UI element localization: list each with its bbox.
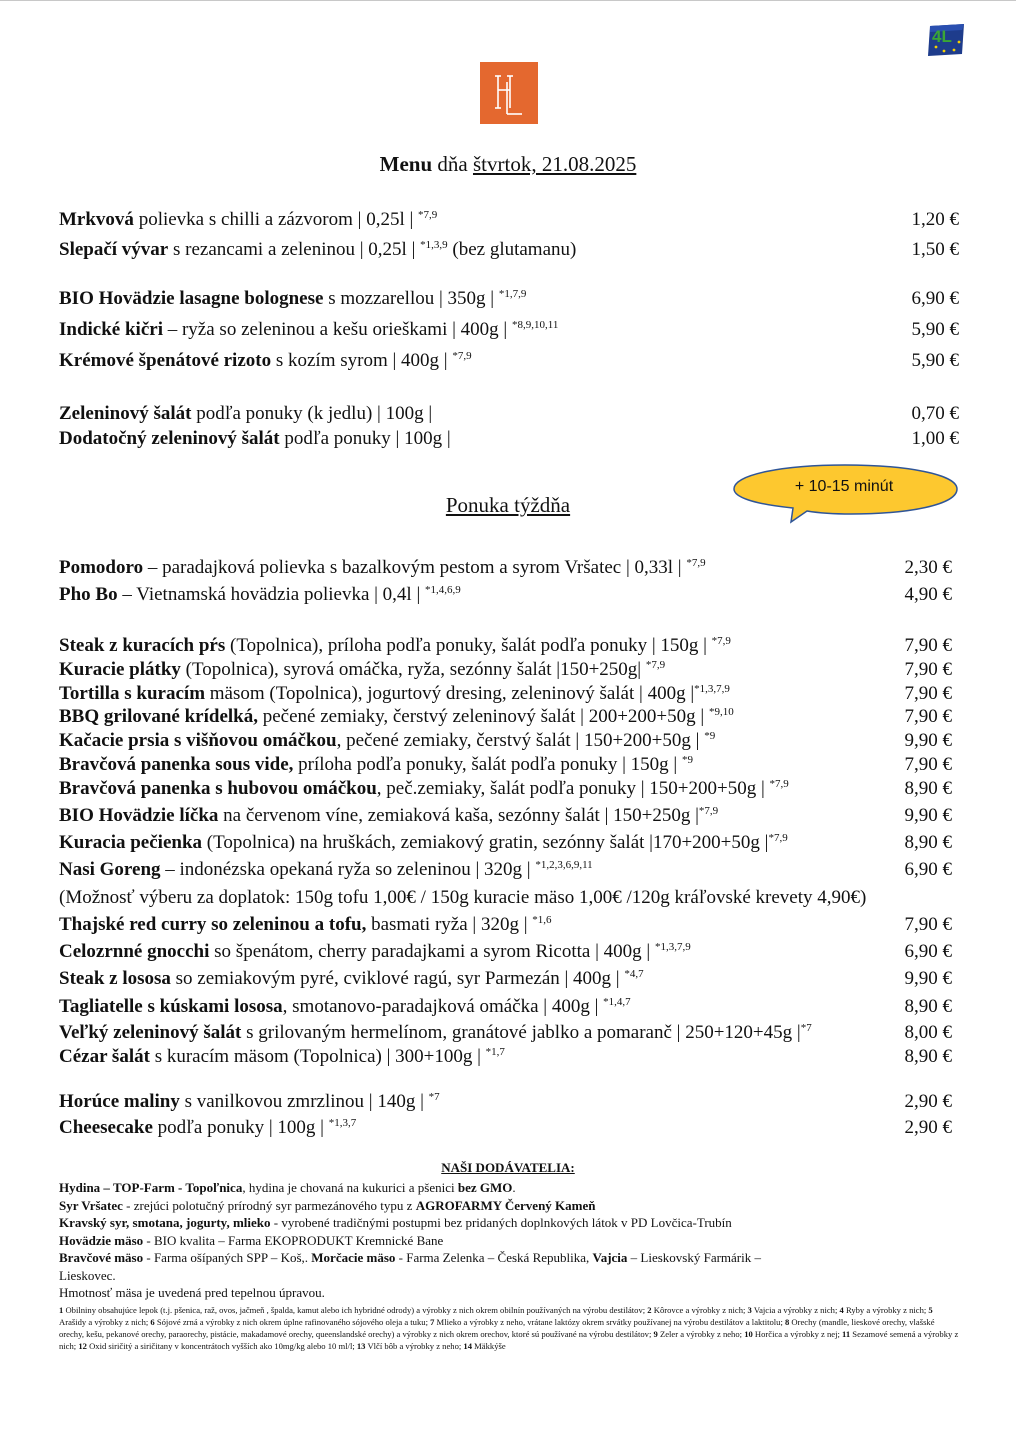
price: 9,90 € [904,730,952,751]
menu-item: Celozrnné gnocchi so špenátom, cherry paradajkami a syrom Ricotta | 400g | $^{*1,3,7,9}$ 6,90 € [59,939,952,965]
price: 1,20 € [911,209,959,230]
price: 7,90 € [904,914,952,935]
price: 8,00 € [904,1022,952,1043]
top-border-line [0,0,1016,1]
dessert-item: Horúce maliny s vanilkovou zmrzlinou | 140g | $^{*7}$ 2,90 € [59,1089,952,1115]
price: 4,90 € [904,584,952,605]
supplier-pork-turkey-eggs: Bravčové mäso - Farma ošípaných SPP – Koš,. Morčacie mäso - Farma Zelenka – Česká Republika, Vajcia – Lieskovský Farmárik – [59,1250,761,1265]
supplier-poultry: Hydina – TOP-Farm - Topoľnica, hydina je chovaná na kukurici a pšenici bez GMO. [59,1180,516,1195]
price: 8,90 € [904,996,952,1017]
supplier-dairy: Kravský syr, smotana, jogurty, mlieko - vyrobené tradičnými postupmi bez pridaných doplnkových látok v PD Lovčica-Trubín [59,1215,732,1230]
suppliers-list [59,1179,959,1302]
menu-item: Mrkvová polievka s chilli a zázvorom | 0,25l | $^{*7,9}$ 1,20 € [59,207,959,233]
price: 6,90 € [904,859,952,880]
price: 8,90 € [904,778,952,799]
badge-text: 4L [932,27,952,46]
price: 5,90 € [911,350,959,371]
price: 2,30 € [904,557,952,578]
suppliers-heading: NAŠI DODÁVATELIA: [441,1160,575,1175]
menu-item: BIO Hovädzie lasagne bolognese s mozzarellou | 350g | $^{*1,7,9}$ 6,90 € [59,286,959,312]
price: 5,90 € [911,319,959,340]
menu-item: Nasi Goreng – indonézska opekaná ryža so zeleninou | 320g | $^{*1,2,3,6,9,11}$ 6,90 € [59,857,952,883]
price: 7,90 € [904,635,952,656]
restaurant-logo [480,62,538,124]
page-title [0,152,1016,177]
price: 2,90 € [904,1117,952,1138]
menu-item: Indické kičri – ryža so zeleninou a kešu orieškami | 400g | $^{*8,9,10,11}$ 5,90 € [59,317,959,343]
price: 8,90 € [904,832,952,853]
price: 9,90 € [904,805,952,826]
menu-item: Cézar šalát s kuracím mäsom (Topolnica) | 300+100g | $^{*1,7}$ 8,90 € [59,1044,952,1070]
menu-item: Steak z lososa so zemiakovým pyré, cviklové ragú, syr Parmezán | 400g | $^{*4,7}$ 9,90 € [59,966,952,992]
allergens-footnote: 1 Obilniny obsahujúce lepok (t.j. pšenica, raž, ovos, jačmeň , špalda, kamut alebo ich hybridné odrody) a výrobky z nich okrem obilnín používaných na výrobu destilátov; 2 Kôrovce a výrobky z nich; 3 Vajcia a výrobky z nich; 4 Ryby a výrobky z nich; 5 Arašidy a výrobky z nich; 6 Sójové zrná a výrobky z nich okrem úplne rafinovaného sójového oleja a tuku; 7 Mlieko a výrobky z neho, vrátane laktózy okrem srvátky používanej na výrobu destilátov a laktitolu; 8 Orechy (mandle, lieskové orechy, vlašské orechy, kešu, pekanové orechy, paraorechy, pistácie, makadamové orechy, queenslandské orechy) a výrobky z nich okrem orechov, ktoré sú používané na výrobu destilátov; 9 Zeler a výrobky z neho; 10 Horčica a výrobky z nej; 11 Sezamové semená a výrobky z nich; 12 Oxid siričitý a siričitany v koncentrátoch vyšších ako 10mg/kg alebo 10 ml/l; 13 Vlčí bôb a výrobky z neho; 14 Mäkkýše [59,1305,959,1351]
menu-item: Slepačí vývar s rezancami a zeleninou | 0,25l | $^{*1,3,9}$ (bez glutamanu) 1,50 € [59,237,959,263]
menu-item: BBQ grilované krídelká, pečené zemiaky, čerstvý zeleninový šalát | 200+200+50g | $^{*9,10}$ 7,90 € [59,704,952,730]
badge-4l-logo [924,20,968,58]
title-date: štvrtok, 21.08.2025 [472,152,637,176]
price: 9,90 € [904,968,952,989]
menu-item: Zeleninový šalát podľa ponuky (k jedlu) | 100g | 0,70 € [59,401,959,427]
price: 7,90 € [904,659,952,680]
price: 1,00 € [911,428,959,449]
menu-item: Pho Bo – Vietnamská hovädzia polievka | 0,4l | $^{*1,4,6,9}$ 4,90 € [59,582,952,608]
menu-item: Tortilla s kuracím mäsom (Topolnica), jogurtový dresing, zeleninový šalát | 400g $|^{*1,3,7,9}$ 7,90 € [59,681,952,707]
price: 0,70 € [911,403,959,424]
supplier-cheese: Syr Vršatec - zrejúci polotučný prírodný syr parmezánového typu z AGROFARMY Červený Kameň [59,1197,596,1213]
weekly-offer-heading: Ponuka týždňa [445,493,571,517]
menu-item: Thajské red curry so zeleninou a tofu, basmati ryža | 320g | $^{*1,6}$ 7,90 € [59,912,952,938]
supplier-beef: Hovädzie mäso - BIO kvalita – Farma EKOPRODUKT Kremnické Bane [59,1232,444,1248]
menu-item: Veľký zeleninový šalát s grilovaným hermelínom, granátové jablko a pomaranč | 250+120+45g $|^{*7}$ 8,00 € [59,1020,952,1046]
weight-note: Hmotnosť mäsa je uvedená pred tepelnou úpravou. [59,1285,325,1300]
menu-item: Kuracia pečienka (Topolnica) na hruškách, zemiakový gratin, sezónny šalát |170+200+50g $|^{*7,9}$ 8,90 € [59,830,952,856]
price: 7,90 € [904,706,952,727]
price: 6,90 € [911,288,959,309]
price: 6,90 € [904,941,952,962]
supplier-location: Lieskovec. [59,1267,116,1283]
price: 8,90 € [904,1046,952,1067]
menu-item: Bravčová panenka s hubovou omáčkou, peč.zemiaky, šalát podľa ponuky | 150+200+50g | $^{*7,9}$ 8,90 € [59,776,952,802]
price: 1,50 € [911,239,959,260]
price: 7,90 € [904,683,952,704]
price: 2,90 € [904,1091,952,1112]
menu-item: Kuracie plátky (Topolnica), syrová omáčka, ryža, sezónny šalát |150+250g| $^{*7,9}$ 7,90 € [59,657,952,683]
menu-item: BIO Hovädzie líčka na červenom víne, zemiaková kaša, sezónny šalát | 150+250g $|^{*7,9}$ 9,90 € [59,803,952,829]
menu-item: Krémové špenátové rizoto s kozím syrom | 400g | $^{*7,9}$ 5,90 € [59,348,959,374]
dessert-item: Cheesecake podľa ponuky | 100g | $^{*1,3,7}$ 2,90 € [59,1115,952,1141]
price: 7,90 € [904,754,952,775]
menu-item: Bravčová panenka sous vide, príloha podľa ponuky, šalát podľa ponuky | 150g | $^{*9}$ 7,90 € [59,752,952,778]
prep-time-callout [733,464,957,516]
prep-time-text: + 10-15 minút [794,478,894,495]
menu-item: Pomodoro – paradajková polievka s bazalkovým pestom a syrom Vršatec | 0,33l | $^{*7,9}$ 2,30 € [59,555,952,581]
extra-options-note: (Možnosť výberu za doplatok: 150g tofu 1,00€ / 150g kuracie mäso 1,00€ /120g kráľovské krevety 4,90€) [59,887,867,908]
menu-item: Steak z kuracích pŕs (Topolnica), príloha podľa ponuky, šalát podľa ponuky | 150g | $^{*7,9}$ 7,90 € [59,633,952,659]
menu-item: Kačacie prsia s višňovou omáčkou, pečené zemiaky, čerstvý šalát | 150+200+50g | $^{*9}$ 9,90 € [59,728,952,754]
title-menu: Menu [379,152,433,176]
title-day-of: dňa [432,152,473,176]
menu-item: Tagliatelle s kúskami lososa, smotanovo-paradajková omáčka | 400g | $^{*1,4,7}$ 8,90 € [59,994,952,1020]
menu-item: Dodatočný zeleninový šalát podľa ponuky | 100g | 1,00 € [59,426,959,452]
